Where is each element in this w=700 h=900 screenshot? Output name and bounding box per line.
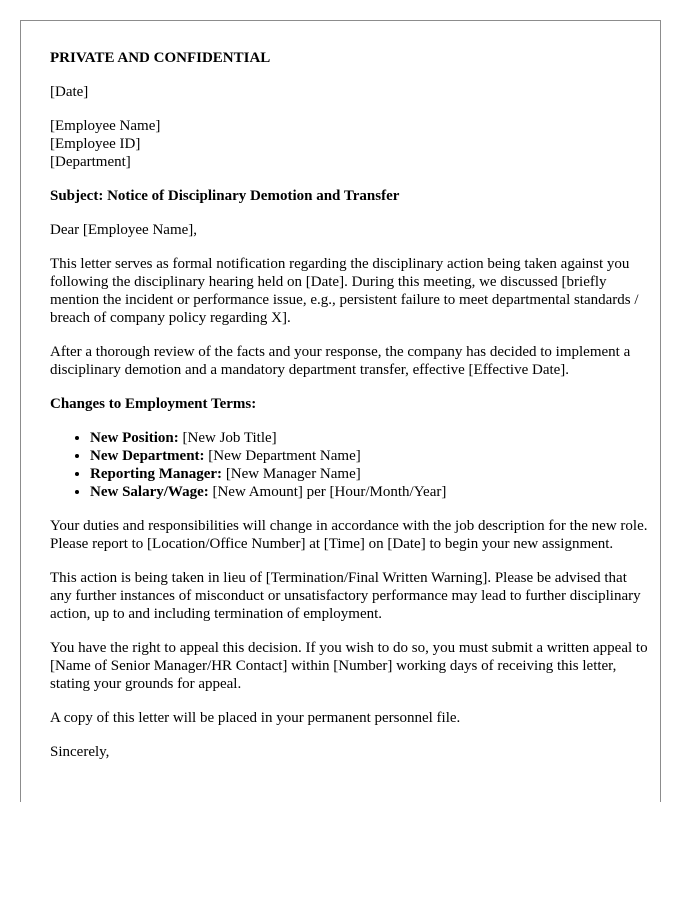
paragraph-personnel-file: A copy of this letter will be placed in your permanent personnel file. — [50, 710, 461, 726]
recipient-block — [50, 117, 650, 171]
list-item — [90, 429, 650, 447]
recipient-id: [Employee ID] — [50, 136, 141, 152]
salutation: Dear [Employee Name], — [50, 222, 198, 238]
changes-list — [50, 429, 650, 501]
confidential-header: PRIVATE AND CONFIDENTIAL — [50, 50, 271, 66]
change-label: New Department: — [90, 448, 205, 464]
paragraph-warning: This action is being taken in lieu of [Termination/Final Written Warning]. Please be advised that any further instances of misconduct or unsatisfactory performance may lead to further disciplinary action, up to and including termination of employment. — [50, 570, 641, 622]
change-label: Reporting Manager: — [90, 466, 223, 482]
change-value: [New Job Title] — [178, 430, 277, 446]
change-label: New Position: — [90, 430, 179, 446]
change-value: [New Manager Name] — [222, 466, 361, 482]
change-value: [New Department Name] — [204, 448, 361, 464]
recipient-department: [Department] — [50, 154, 131, 170]
letter-page — [20, 20, 661, 802]
list-item — [90, 483, 650, 501]
paragraph-decision: After a thorough review of the facts and your response, the company has decided to implement a disciplinary demotion and a mandatory department transfer, effective [Effective Date]. — [50, 344, 631, 378]
change-label: New Salary/Wage: — [90, 484, 209, 500]
change-value: [New Amount] per [Hour/Month/Year] — [208, 484, 447, 500]
letter-body — [50, 49, 650, 777]
changes-heading: Changes to Employment Terms: — [50, 396, 257, 412]
paragraph-duties: Your duties and responsibilities will change in accordance with the job description for the new role. Please report to [Location/Office Number] at [Time] on [Date] to begin your new assignment. — [50, 518, 648, 552]
letter-date: [Date] — [50, 84, 89, 100]
recipient-name: [Employee Name] — [50, 118, 161, 134]
paragraph-appeal: You have the right to appeal this decision. If you wish to do so, you must submit a written appeal to [Name of Senior Manager/HR Contact] within [Number] working days of receiving this letter, stating your grounds for appeal. — [50, 640, 648, 692]
paragraph-hearing: This letter serves as formal notification regarding the disciplinary action being taken against you following the disciplinary hearing held on [Date]. During this meeting, we discussed [briefly mention the incident or performance issue, e.g., persistent failure to meet departmental standards / breach of company policy regarding X]. — [50, 256, 639, 326]
list-item — [90, 447, 650, 465]
closing: Sincerely, — [50, 744, 110, 760]
letter-subject: Subject: Notice of Disciplinary Demotion and Transfer — [50, 188, 400, 204]
list-item — [90, 465, 650, 483]
